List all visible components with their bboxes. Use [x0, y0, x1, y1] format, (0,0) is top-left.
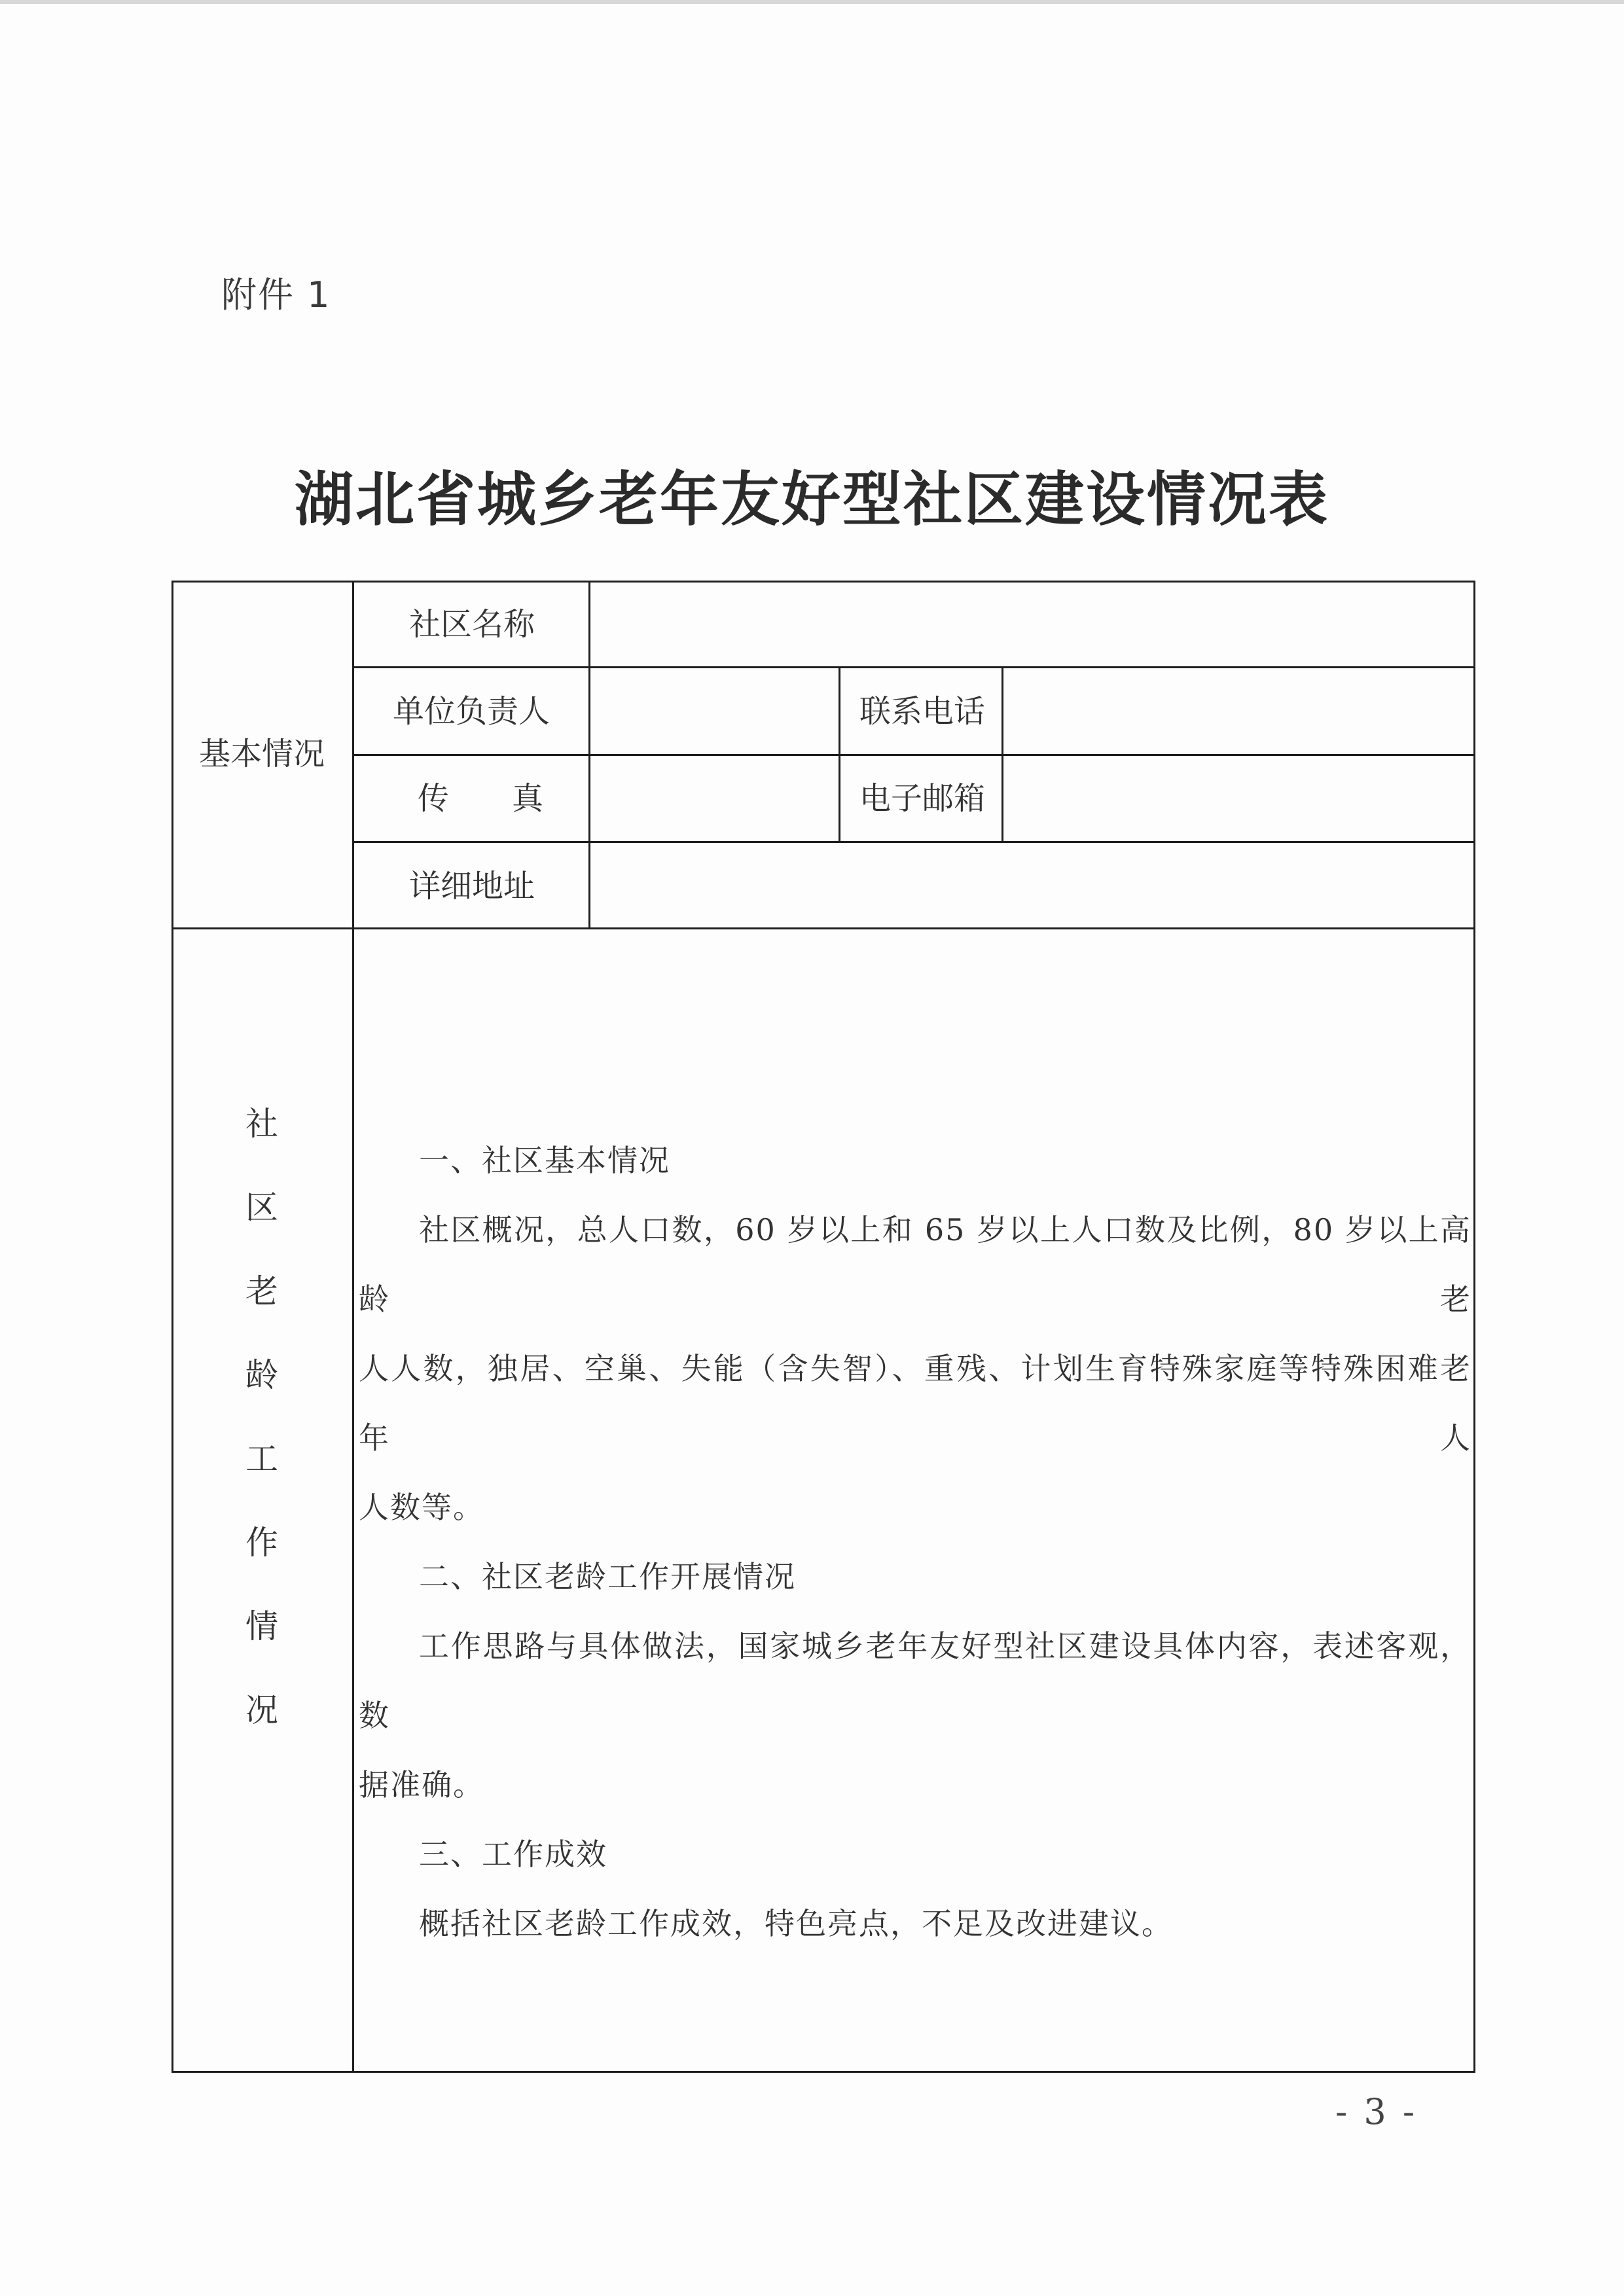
- attachment-label: 附件 1: [221, 274, 331, 315]
- community-name-field[interactable]: [602, 609, 1460, 648]
- paragraph-3: 概括社区老龄工作成效，特色亮点，不足及改进建议。: [419, 1906, 1173, 1941]
- table-border-top: [171, 581, 1475, 583]
- paragraph-1-line-3: 人数等。: [359, 1490, 484, 1525]
- row-divider-1: [352, 666, 1475, 668]
- page-number: - 3 -: [1335, 2091, 1418, 2132]
- paragraph-1-line-2: 人人数，独居、空巢、失能（含失智）、重残、计划生育特殊家庭等特殊困难老年人: [359, 1351, 1471, 1456]
- page-title: 湖北省城乡老年友好型社区建设情况表: [295, 465, 1329, 534]
- heading-work-progress: 二、社区老龄工作开展情况: [419, 1559, 796, 1594]
- work-section-label-char-3: 老: [245, 1272, 278, 1310]
- field-label-divider: [588, 581, 590, 929]
- table-border-right: [1473, 581, 1475, 2073]
- paragraph-2-line-1: 工作思路与具体做法，国家城乡老年友好型社区建设具体内容，表述客观，数: [359, 1628, 1471, 1733]
- work-section-content: [359, 1126, 1471, 1958]
- work-section-label-char-4: 龄: [245, 1356, 278, 1394]
- row-divider-2: [352, 754, 1475, 756]
- work-section-label-char-7: 情: [245, 1607, 278, 1645]
- basic-info-section-label: 基本情况: [199, 736, 325, 772]
- fax-label: 传 真: [418, 780, 544, 817]
- section-divider: [171, 927, 1475, 929]
- phone-label: 联系电话: [859, 693, 986, 730]
- mid-divider-b: [1001, 666, 1003, 843]
- mid-divider-a: [839, 666, 840, 843]
- work-section-label-char-6: 作: [245, 1524, 278, 1562]
- paragraph-1-line-1: 社区概况，总人口数，60 岁以上和 65 岁以上人口数及比例，80 岁以上高龄老: [359, 1212, 1471, 1317]
- leader-field[interactable]: [602, 696, 825, 735]
- address-label: 详细地址: [409, 868, 535, 905]
- row-divider-3: [352, 841, 1475, 843]
- leader-label: 单位负责人: [393, 693, 550, 730]
- phone-field[interactable]: [1015, 696, 1460, 735]
- table-border-bottom: [171, 2071, 1475, 2073]
- work-section-label-char-5: 工: [245, 1440, 278, 1478]
- fax-field[interactable]: [602, 783, 825, 822]
- scan-top-edge: [0, 0, 1624, 4]
- heading-work-results: 三、工作成效: [419, 1837, 607, 1872]
- work-section-label-char-8: 况: [245, 1691, 278, 1729]
- address-field[interactable]: [602, 870, 1460, 910]
- label-column-divider: [352, 581, 354, 2073]
- community-name-label: 社区名称: [409, 606, 535, 643]
- work-section-label-char-2: 区: [245, 1189, 278, 1227]
- paragraph-2-line-2: 据准确。: [359, 1767, 484, 1803]
- table-border-left: [171, 581, 173, 2073]
- work-section-label-char-1: 社: [245, 1105, 278, 1143]
- email-label: 电子邮箱: [859, 780, 986, 817]
- heading-basic-situation: 一、社区基本情况: [419, 1143, 670, 1178]
- email-field[interactable]: [1015, 783, 1460, 822]
